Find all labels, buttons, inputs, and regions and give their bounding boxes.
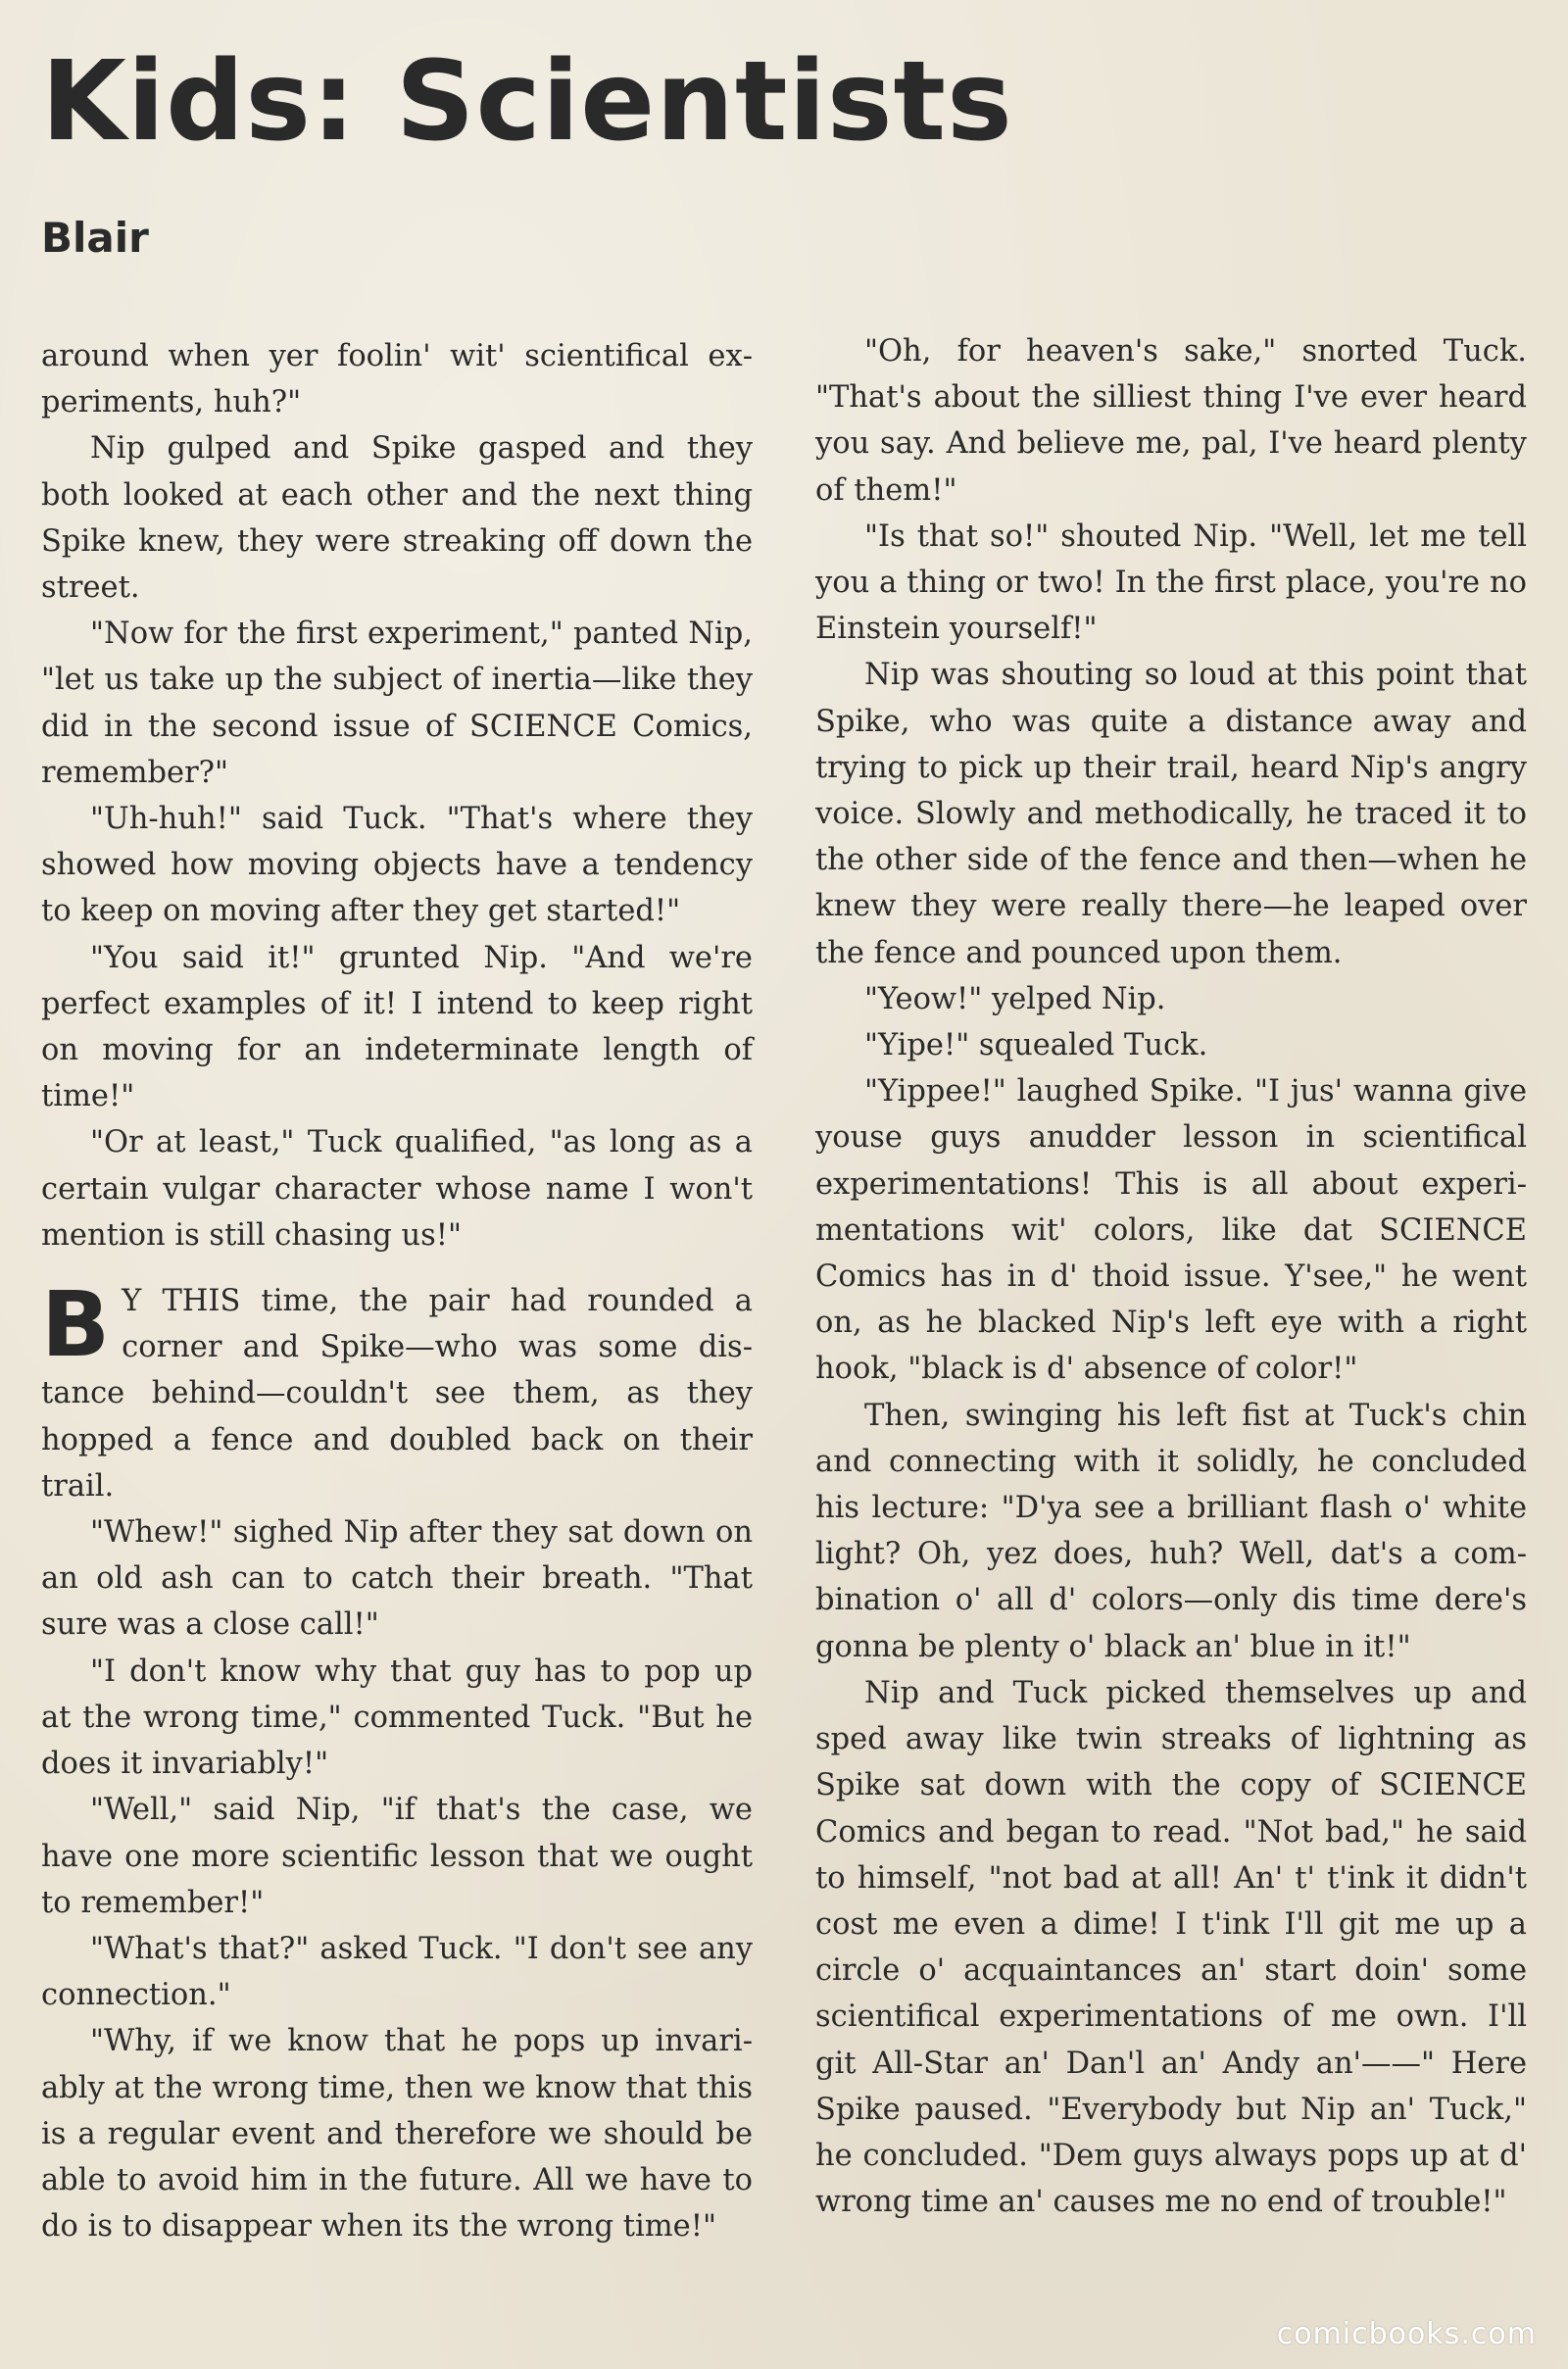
paragraph: "Yippee!" laughed Spike. "I jus' wanna give youse guys anudder lesson in scientifical experimentations! This is all about experimentations wit' colors, like dat SCIENCE Comics has in d' thoid issue. Y'see," he went on, as he blacked Nip's left eye with a right hook, "black is d' absence of color!" xyxy=(815,1074,1527,1387)
paragraph: "Is that so!" shouted Nip. "Well, let me tell you a thing or two! In the first place, you're no Einstein yourself!" xyxy=(815,518,1527,647)
paragraph: "Or at least," Tuck qualified, "as long as a certain vulgar character whose name I won't mention is still chasing us!" xyxy=(41,1125,753,1253)
paragraph: "Uh-huh!" said Tuck. "That's where they showed how moving objects have a tendency to keep on moving after they get started!" xyxy=(41,802,753,929)
left-column xyxy=(41,333,753,2249)
paragraph: Nip and Tuck picked themselves up and sped away like twin streaks of lightning as Spike sat down with the copy of SCIENCE Comics and began to read. "Not bad," he said to himself, "not bad at all! An' t' t'ink it didn't cost me even a dime! I t'ink I'll git me up a circle o' acquaintances an' start doin' some scientifical experimentations of me own. I'll git All-Star an' Dan'l an' Andy an'——" Here Spike paused. "Everybody but Nip an' Tuck," he concluded. "Dem guys always pops up at d' wrong time an' causes me no end of trouble!" xyxy=(815,1675,1527,2220)
paragraph: "Whew!" sighed Nip after they sat down on an old ash can to catch their breath. "That sure was a close call!" xyxy=(41,1515,753,1643)
page-title: Kids: Scientists xyxy=(41,38,1013,166)
paragraph: "Yipe!" squealed Tuck. xyxy=(864,1028,1208,1063)
paragraph-text: Y THIS time, the pair had rounded a corner and Spike—who was some distance behind—couldn't see them, as they hopped a fence and doubled back on their trail. xyxy=(41,1284,753,1504)
dropcap-paragraph xyxy=(41,1272,753,1509)
drop-cap: B xyxy=(41,1272,111,1378)
paragraph: Nip gulped and Spike gasped and they both looked at each other and the next thing Spike knew, they were streaking off down the street. xyxy=(41,431,753,606)
paragraph: "What's that?" asked Tuck. "I don't see any connection." xyxy=(41,1931,753,2013)
paragraph: Nip was shouting so loud at this point that Spike, who was quite a distance away and trying to pick up their trail, heard Nip's angry voice. Slowly and methodically, he traced it to the other side of the fence and then—when he knew they were really there—he leaped over the fence and pounced upon them. xyxy=(815,658,1527,970)
paragraph: "Why, if we know that he pops up invariably at the wrong time, then we know that this is a regular event and therefore we should be able to avoid him in the future. All we have to do is to disappear when its the wrong time!" xyxy=(41,2024,753,2245)
byline: Blair xyxy=(41,214,149,262)
right-column xyxy=(815,328,1527,2225)
paragraph: "You said it!" grunted Nip. "And we're perfect examples of it! I intend to keep right on moving for an indeterminate length of time!" xyxy=(41,940,753,1114)
paragraph: around when yer foolin' wit' scientifical experiments, huh?" xyxy=(41,339,753,420)
paragraph: "Yeow!" yelped Nip. xyxy=(864,981,1166,1016)
paragraph: "Oh, for heaven's sake," snorted Tuck. "That's about the silliest thing I've ever heard you say. And believe me, pal, I've heard plenty of them!" xyxy=(815,334,1527,508)
paragraph: "Now for the first experiment," panted Nip, "let us take up the subject of inertia—like they did in the second issue of SCIENCE Comics, remember?" xyxy=(41,617,753,790)
paragraph: Then, swinging his left fist at Tuck's chin and connecting with it solidly, he concluded his lecture: "D'ya see a brilliant flash o' white light? Oh, yez does, huh? Well, dat's a combination o' all d' colors—only dis time dere's gonna be plenty o' black an' blue in it!" xyxy=(815,1398,1527,1664)
watermark: comicbooks.com xyxy=(1276,2317,1537,2351)
paragraph: "Well," said Nip, "if that's the case, we have one more scientific lesson that we ought to remember!" xyxy=(41,1793,753,1920)
paragraph: "I don't know why that guy has to pop up at the wrong time," commented Tuck. "But he does it invariably!" xyxy=(41,1653,753,1782)
